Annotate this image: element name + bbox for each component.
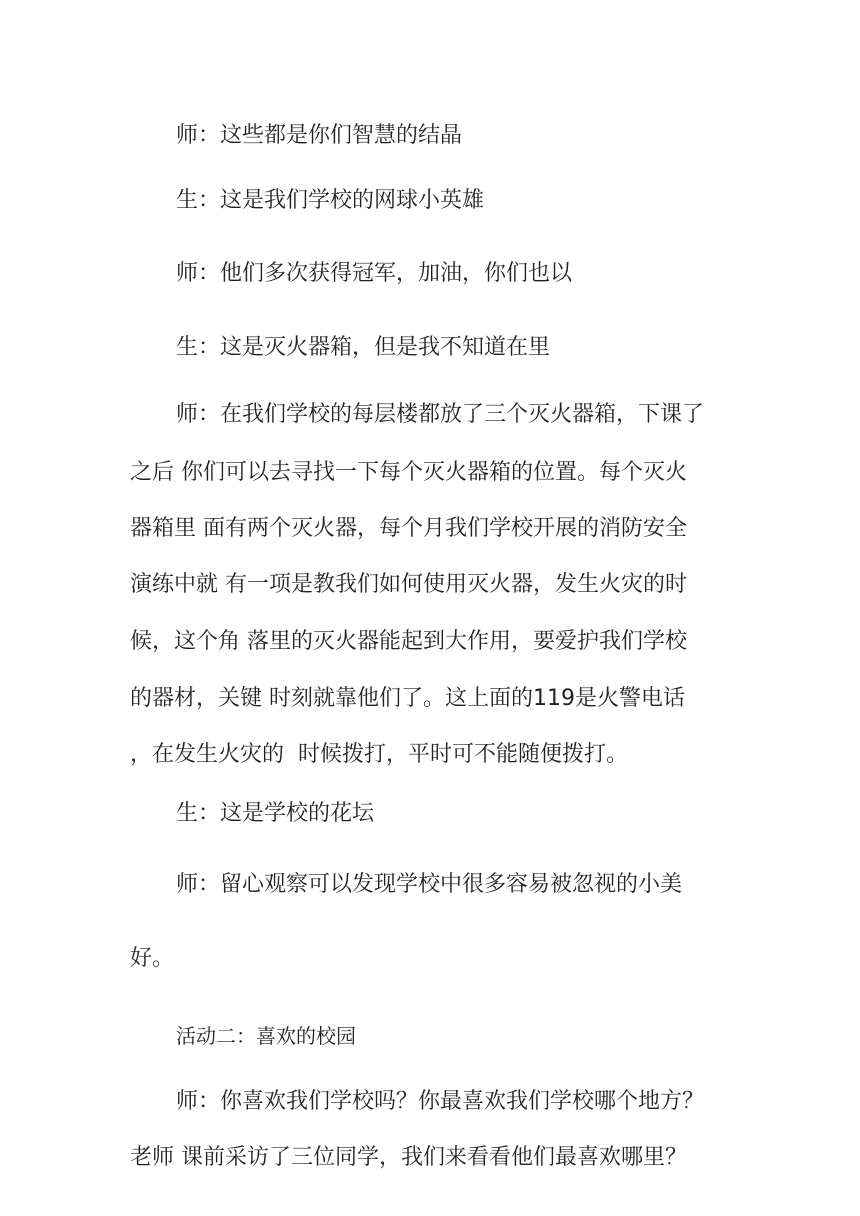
paragraph-line: ，在发生火灾的 时候拨打，平时可不能随便拨打。 bbox=[130, 742, 628, 767]
dialogue-line-student: 生：这是灭火器箱，但是我不知道在里 bbox=[176, 335, 551, 360]
paragraph-line: 器箱里 面有两个灭火器，每个月我们学校开展的消防安全 bbox=[130, 516, 687, 541]
paragraph-line: 师：在我们学校的每层楼都放了三个灭火器箱，下课了 bbox=[176, 402, 705, 427]
paragraph-line: 候，这个角 落里的灭火器能起到大作用，要爱护我们学校 bbox=[130, 629, 687, 654]
dialogue-line-teacher: 师：他们多次获得冠军，加油，你们也以 bbox=[176, 261, 573, 286]
paragraph-line: 的器材，关键 时刻就靠他们了。这上面的119是火警电话 bbox=[130, 686, 685, 711]
dialogue-line-student: 生：这是学校的花坛 bbox=[176, 801, 375, 826]
dialogue-line-student: 生：这是我们学校的网球小英雄 bbox=[176, 188, 485, 213]
paragraph-line: 之后 你们可以去寻找一下每个灭火器箱的位置。每个灭火 bbox=[130, 460, 687, 485]
paragraph-line: 好。 bbox=[130, 946, 175, 971]
paragraph-line: 老师 课前采访了三位同学，我们来看看他们最喜欢哪里？ bbox=[130, 1145, 687, 1170]
dialogue-line-teacher: 师：留心观察可以发现学校中很多容易被忽视的小美 bbox=[176, 872, 683, 897]
paragraph-line: 演练中就 有一项是教我们如何使用灭火器，发生火灾的时 bbox=[130, 572, 687, 597]
dialogue-line-teacher: 师：这些都是你们智慧的结晶 bbox=[176, 123, 463, 148]
paragraph-line: 师：你喜欢我们学校吗？你最喜欢我们学校哪个地方？ bbox=[176, 1089, 705, 1114]
section-heading: 活动二：喜欢的校园 bbox=[176, 1024, 356, 1048]
